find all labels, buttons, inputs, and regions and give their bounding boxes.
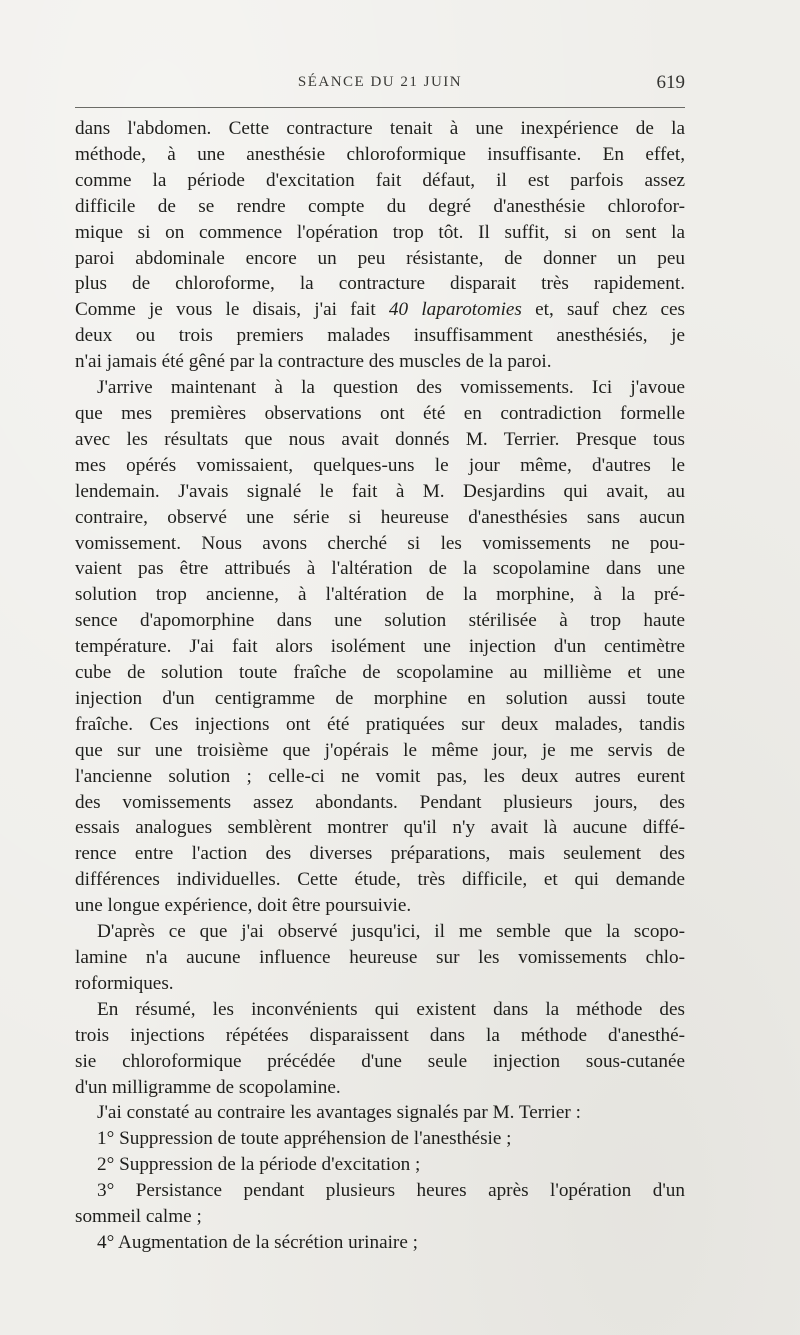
text-line: D'après ce que j'ai observé jusqu'ici, il me semble que la scopo- [97, 921, 685, 943]
text-line: mique si on commence l'opération trop tôt. Il suffit, si on sent la [75, 221, 685, 243]
text-line: cube de solution toute fraîche de scopolamine au millième et une [75, 662, 685, 684]
running-title: SÉANCE DU 21 JUIN [297, 74, 463, 90]
text-line: mes opérés vomissaient, quelques-uns le jour même, d'autres le [75, 454, 685, 476]
text-line: trois injections répétées disparaissent dans la méthode d'anesthé- [75, 1024, 685, 1046]
paragraph [75, 1100, 685, 1126]
text-line-with-italic [75, 297, 685, 323]
text-fragment: et, sauf chez ces [535, 299, 686, 321]
text-line: comme la période d'excitation fait défaut, il est parfois assez [75, 169, 685, 191]
text-line: 4° Augmentation de la sécrétion urinaire ; [97, 1231, 418, 1253]
paragraph [75, 919, 685, 997]
paragraph [75, 116, 685, 375]
text-line: injection d'un centigramme de morphine en solution aussi toute [75, 687, 685, 709]
page-number: 619 [656, 72, 685, 93]
text-line: dans l'abdomen. Cette contracture tenait à une inexpérience de la [75, 118, 685, 139]
text-line: En résumé, les inconvénients qui existent dans la méthode des [97, 998, 685, 1020]
text-line: lamine n'a aucune influence heureuse sur les vomissements chlo- [75, 947, 685, 968]
body-text [75, 116, 685, 1256]
text-line: lendemain. J'avais signalé le fait à M. Desjardins qui avait, au [75, 480, 685, 502]
text-line: des vomissements assez abondants. Pendant plusieurs jours, des [75, 791, 685, 813]
list-item [75, 1230, 685, 1256]
text-line: que sur une troisième que j'opérais le même jour, je me servis de [75, 739, 685, 761]
text-line: n'ai jamais été gêné par la contracture des muscles de la paroi. [75, 351, 552, 373]
text-line: paroi abdominale encore un peu résistante, de donner un peu [75, 247, 685, 269]
text-line: vomissement. Nous avons cherché si les vomissements ne pou- [75, 532, 685, 554]
text-line: méthode, à une anesthésie chloroformique insuffisante. En effet, [75, 143, 685, 165]
text-line: rence entre l'action des diverses préparations, mais seulement des [75, 843, 685, 865]
text-line: 2° Suppression de la période d'excitation ; [97, 1154, 421, 1176]
header-rule [75, 107, 685, 108]
paragraph [75, 375, 685, 919]
text-line: que mes premières observations ont été en contradiction formelle [75, 402, 685, 424]
list-item [75, 1178, 685, 1230]
text-line: 1° Suppression de toute appréhension de l'anesthésie ; [97, 1128, 512, 1150]
text-line: deux ou trois premiers malades insuffisamment anesthésiés, je [75, 325, 685, 347]
text-line: vaient pas être attribués à l'altération de la scopolamine dans une [75, 558, 685, 580]
text-line: plus de chloroforme, la contracture disparait très rapidement. [75, 273, 685, 295]
paragraph [75, 997, 685, 1101]
text-fragment: Comme je vous le disais, j'ai fait [75, 299, 376, 321]
text-line: roformiques. [75, 972, 174, 994]
text-line: essais analogues semblèrent montrer qu'il n'y avait là aucune diffé- [75, 817, 685, 839]
text-line: une longue expérience, doit être poursuivie. [75, 895, 412, 917]
text-line: J'arrive maintenant à la question des vomissements. Ici j'avoue [97, 377, 685, 399]
text-line: solution trop ancienne, à l'altération de la morphine, à la pré- [75, 584, 685, 606]
text-line: différences individuelles. Cette étude, très difficile, et qui demande [75, 869, 685, 891]
text-line: J'ai constaté au contraire les avantages signalés par M. Terrier : [97, 1102, 581, 1124]
text-line: d'un milligramme de scopolamine. [75, 1076, 341, 1098]
text-line: l'ancienne solution ; celle-ci ne vomit pas, les deux autres eurent [75, 765, 685, 787]
text-line: difficile de se rendre compte du degré d'anesthésie chlorofor- [75, 195, 685, 217]
list-item [75, 1152, 685, 1178]
text-line: température. J'ai fait alors isolément une injection d'un centimètre [75, 636, 685, 658]
text-line: sommeil calme ; [75, 1206, 202, 1228]
running-head [75, 72, 685, 98]
text-line: sence d'apomorphine dans une solution stérilisée à trop haute [75, 610, 685, 632]
italic-fragment: 40 laparotomies [388, 299, 522, 321]
text-line: sie chloroformique précédée d'une seule injection sous-cutanée [75, 1050, 685, 1072]
text-line: 3° Persistance pendant plusieurs heures après l'opération d'un [97, 1180, 685, 1202]
list-item [75, 1126, 685, 1152]
text-line: avec les résultats que nous avait donnés M. Terrier. Presque tous [75, 428, 685, 450]
text-line: contraire, observé une série si heureuse d'anesthésies sans aucun [75, 506, 685, 528]
text-line: fraîche. Ces injections ont été pratiquées sur deux malades, tandis [75, 713, 685, 735]
